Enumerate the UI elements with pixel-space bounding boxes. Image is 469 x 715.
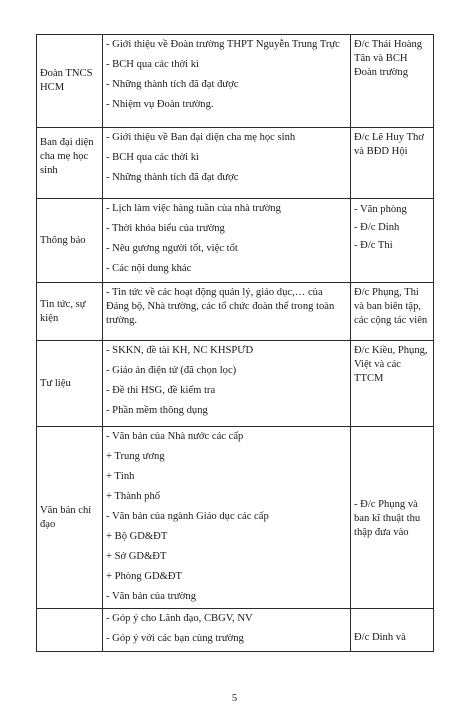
- section-name: Văn bản chỉ đạo: [37, 427, 103, 609]
- list-item: + Thành phố: [106, 491, 161, 502]
- section-name: Tư liệu: [37, 341, 103, 427]
- section-items: [103, 199, 351, 283]
- page-number: 5: [231, 693, 238, 704]
- list-item: - Phần mềm thông dụng: [106, 405, 208, 416]
- responsible-text: Đ/c Phụng, Thi và ban biên tập, các cộng tác viên: [354, 287, 428, 326]
- list-item: - Nêu gương người tốt, việc tốt: [106, 243, 238, 254]
- section-name: Ban đại diện cha mẹ học sinh: [37, 128, 103, 199]
- list-item: - Góp ý cho Lãnh đạo, CBGV, NV: [106, 613, 253, 624]
- list-item: - BCH qua các thời kì: [106, 59, 199, 70]
- section-items: [103, 283, 351, 341]
- responsible-cell: [351, 35, 434, 128]
- responsible-cell: [351, 283, 434, 341]
- list-item: - Văn bản của trường: [106, 591, 196, 602]
- list-item: + Sở GD&ĐT: [106, 551, 167, 562]
- section-items: [103, 128, 351, 199]
- list-item: + Bộ GD&ĐT: [106, 531, 168, 542]
- responsible-cell: [351, 199, 434, 283]
- list-item: - Góp ý với các bạn cùng trường: [106, 633, 244, 644]
- list-item: - Văn bản của Nhà nước các cấp: [106, 431, 244, 442]
- list-item: - Giới thiệu về Đoàn trường THPT Nguyễn Trung Trực: [106, 39, 340, 50]
- list-item: + Phòng GD&ĐT: [106, 571, 183, 582]
- table-row: [37, 283, 434, 341]
- list-item: - BCH qua các thời kì: [106, 152, 199, 163]
- list-item: - SKKN, đề tài KH, NC KHSPƯD: [106, 345, 254, 356]
- table-row: [37, 128, 434, 199]
- table-row: [37, 35, 434, 128]
- list-item: + Trung ương: [106, 451, 165, 462]
- responsible-cell: [351, 609, 434, 652]
- list-item: - Giới thiệu về Ban đại diện cha mẹ học sinh: [106, 132, 296, 143]
- section-name: Tin tức, sự kiện: [37, 283, 103, 341]
- list-item: - Thời khóa biểu của trường: [106, 223, 225, 234]
- list-item: - Giáo án điện tử (đã chọn lọc): [106, 365, 237, 376]
- list-item: + Tỉnh: [106, 471, 135, 482]
- list-item: - Đề thi HSG, đề kiểm tra: [106, 385, 216, 396]
- section-items: [103, 609, 351, 652]
- responsible-text: Đ/c Kiều, Phụng, Việt và các TTCM: [354, 345, 428, 384]
- list-item: - Văn bản của ngành Giáo dục các cấp: [106, 511, 269, 522]
- responsible-text: Đ/c Thái Hoàng Tân và BCH Đoàn trường: [354, 39, 423, 78]
- section-items: [103, 341, 351, 427]
- responsible-text: Đ/c Lê Huy Thơ và BĐD Hội: [354, 132, 424, 157]
- section-items: [103, 35, 351, 128]
- content-table: [36, 34, 434, 652]
- list-item: - Nhiệm vụ Đoàn trường.: [106, 99, 214, 110]
- section-items: [103, 427, 351, 609]
- responsible-text: - Văn phòng: [354, 204, 407, 215]
- section-name: [37, 609, 103, 652]
- responsible-cell: [351, 128, 434, 199]
- list-item: - Các nội dung khác: [106, 263, 192, 274]
- section-name: Đoàn TNCS HCM: [37, 35, 103, 128]
- table-row: [37, 199, 434, 283]
- list-item: - Lịch làm việc hàng tuần của nhà trường: [106, 203, 281, 214]
- list-item: - Tin tức về các hoạt động quản lý, giáo dục,… của Đảng bộ, Nhà trường, các tổ chức đoàn thể trong toàn trường.: [106, 287, 335, 326]
- list-item: - Những thành tích đã đạt được: [106, 172, 239, 183]
- responsible-text: - Đ/c Dinh: [354, 222, 400, 233]
- table-row: [37, 427, 434, 609]
- table-row: [37, 341, 434, 427]
- table-row: [37, 609, 434, 652]
- section-name: Thông báo: [37, 199, 103, 283]
- responsible-cell: [351, 427, 434, 609]
- list-item: - Những thành tích đã đạt được: [106, 79, 239, 90]
- responsible-text: - Đ/c Thi: [354, 240, 393, 251]
- responsible-text: Đ/c Dinh và: [354, 632, 406, 643]
- responsible-cell: [351, 341, 434, 427]
- responsible-text: - Đ/c Phụng và ban kĩ thuật thu thập đưa vào: [354, 499, 421, 538]
